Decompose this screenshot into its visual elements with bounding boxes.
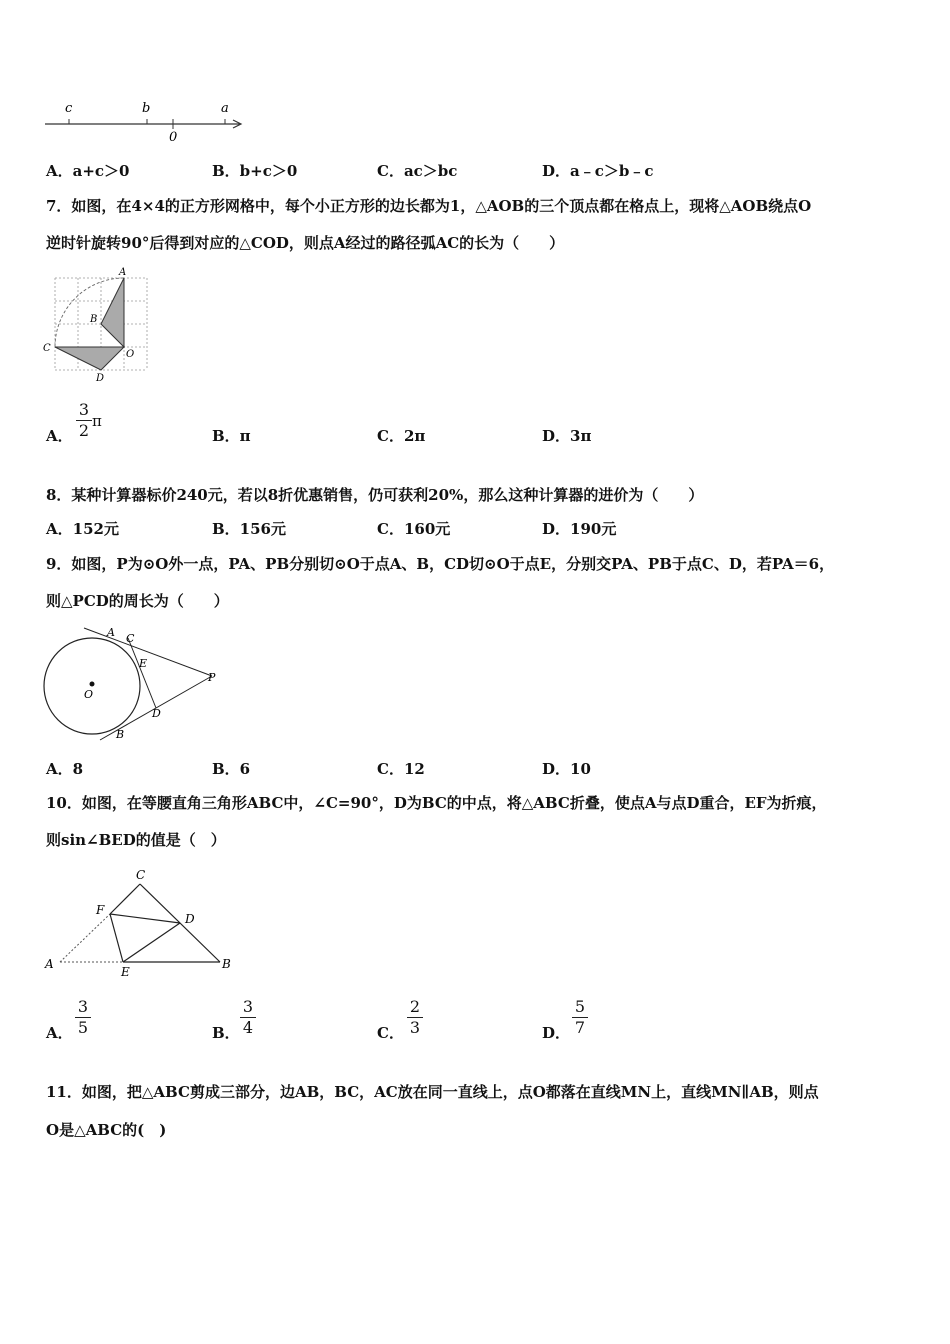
q10-option-c-label[interactable]: C．	[377, 1024, 404, 1042]
q10-option-c-numerator: 2	[409, 997, 421, 1016]
q10-fold-af	[60, 914, 110, 962]
q9-circle-figure	[40, 622, 230, 744]
q7-triangle-cod	[55, 347, 124, 370]
q10-option-b-numerator: 3	[242, 997, 254, 1016]
q10-option-d-fraction	[572, 998, 588, 1037]
q9-label-a: A	[107, 626, 115, 639]
q7-option-a-label[interactable]: A．	[46, 427, 73, 445]
q6-option-d[interactable]: D．a﹣c＞b﹣c	[542, 162, 654, 180]
q6-option-b[interactable]: B．b+c＞0	[212, 162, 298, 180]
q9-text-line2: 则△PCD的周长为（ ）	[46, 592, 229, 610]
q8-option-a[interactable]: A．152元	[46, 520, 119, 538]
q8-option-d[interactable]: D．190元	[542, 520, 617, 538]
q9-center-dot	[90, 682, 95, 687]
q10-text-line2: 则sin∠BED的值是（ ）	[46, 831, 226, 849]
q8-option-b[interactable]: B．156元	[212, 520, 286, 538]
q9-option-c[interactable]: C．12	[377, 760, 425, 778]
label-a: a	[221, 101, 229, 116]
q10-seg-fd	[110, 914, 180, 923]
q7-option-b[interactable]: B．π	[212, 427, 251, 445]
q10-option-b-label[interactable]: B．	[212, 1024, 240, 1042]
q10-option-d-numerator: 5	[574, 997, 586, 1016]
q7-option-a-numerator: 3	[78, 400, 90, 419]
q10-option-c-denominator: 3	[409, 1018, 421, 1037]
q10-label-f: F	[96, 903, 105, 917]
q9-label-d: D	[152, 707, 161, 720]
q9-option-d[interactable]: D．10	[542, 760, 591, 778]
q7-label-o: O	[126, 349, 135, 360]
q7-option-d[interactable]: D．3π	[542, 427, 592, 445]
q10-option-a-fraction	[75, 998, 91, 1037]
q9-option-a[interactable]: A．8	[46, 760, 84, 778]
q10-option-a-numerator: 3	[77, 997, 89, 1016]
q11-text-line1: 11．如图，把△ABC剪成三部分，边AB，BC，AC放在同一直线上，点O都落在直线MN上，直线MN∥AB，则点	[46, 1083, 819, 1101]
q7-label-a: A	[119, 267, 127, 278]
q7-label-d: D	[96, 373, 105, 384]
q7-text-line1: 7．如图，在4×4的正方形网格中，每个小正方形的边长都为1，△AOB的三个顶点都在格点上，现将△AOB绕点O	[46, 197, 812, 215]
label-b: b	[142, 101, 151, 116]
q7-triangle-aob	[101, 278, 124, 347]
q10-option-a-label[interactable]: A．	[46, 1024, 73, 1042]
q9-label-c: C	[126, 632, 135, 645]
q7-option-a-pi: π	[92, 412, 102, 430]
label-zero: 0	[169, 130, 178, 145]
q9-tangent-pa	[84, 628, 212, 676]
q9-label-o: O	[84, 688, 94, 701]
q7-grid-figure	[40, 266, 165, 384]
q10-label-a: A	[45, 957, 54, 971]
q9-label-p: P	[208, 671, 216, 684]
q9-text-line1: 9．如图，P为⊙O外一点，PA、PB分别切⊙O于点A、B，CD切⊙O于点E，分别交PA、PB于点C、D，若PA＝6，	[46, 555, 835, 573]
q6-option-a[interactable]: A．a+c＞0	[46, 162, 130, 180]
q10-option-c-fraction	[407, 998, 423, 1037]
q7-label-c: C	[43, 343, 51, 354]
q7-label-b: B	[90, 314, 98, 325]
q7-text-line2: 逆时针旋转90°后得到对应的△COD，则点A经过的路径弧AC的长为（ ）	[46, 234, 565, 252]
q9-tangent-cd	[128, 638, 156, 708]
q10-option-d-label[interactable]: D．	[542, 1024, 571, 1042]
q9-option-b[interactable]: B．6	[212, 760, 251, 778]
q9-label-e: E	[139, 657, 148, 670]
q10-option-b-fraction	[240, 998, 256, 1037]
q7-option-a-denominator: 2	[78, 421, 90, 440]
q10-side-cf	[110, 884, 140, 914]
q9-label-b: B	[116, 728, 125, 741]
q8-text: 8．某种计算器标价240元，若以8折优惠销售，仍可获利20%，那么这种计算器的进价为（ ）	[46, 486, 704, 504]
label-c: c	[65, 101, 73, 116]
q10-text-line1: 10．如图，在等腰直角三角形ABC中，∠C=90°，D为BC的中点，将△ABC折叠，使点A与点D重合，EF为折痕，	[46, 794, 827, 812]
q7-option-a-fraction	[76, 401, 92, 440]
q7-option-c[interactable]: C．2π	[377, 427, 426, 445]
number-line-figure	[40, 95, 250, 145]
q10-option-d-denominator: 7	[574, 1018, 586, 1037]
q11-text-line2: O是△ABC的( )	[46, 1121, 167, 1139]
q10-seg-ed	[123, 923, 180, 962]
q10-label-d: D	[185, 912, 195, 926]
q10-label-e: E	[121, 965, 130, 979]
q6-option-c[interactable]: C．ac＞bc	[377, 162, 458, 180]
q10-label-b: B	[222, 957, 231, 971]
q10-label-c: C	[136, 868, 146, 882]
q8-option-c[interactable]: C．160元	[377, 520, 451, 538]
q10-option-b-denominator: 4	[242, 1018, 254, 1037]
q10-crease-fe	[110, 914, 123, 962]
q10-triangle-figure	[40, 864, 240, 984]
q10-option-a-denominator: 5	[77, 1018, 89, 1037]
